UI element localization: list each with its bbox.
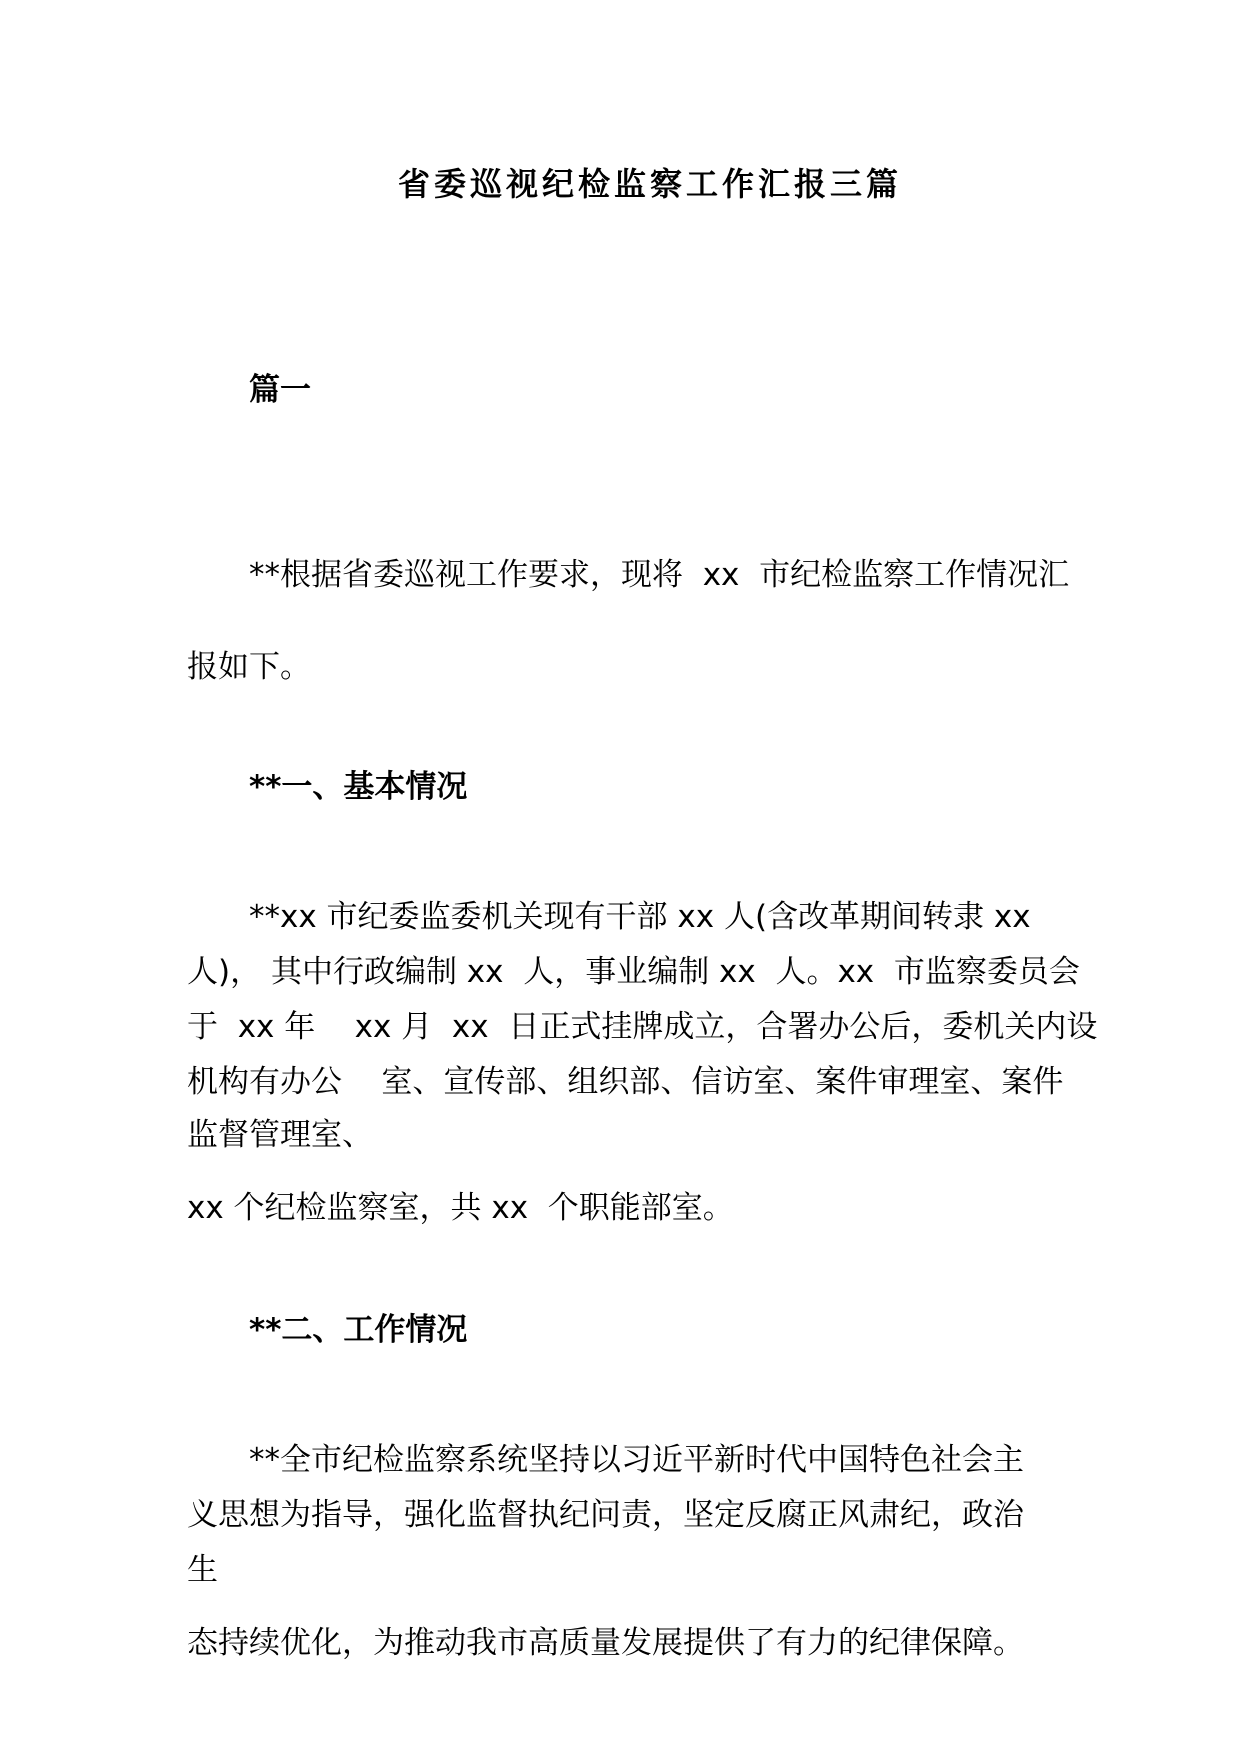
section-2-line: 态持续优化，为推动我市高质量发展提供了有力的纪律保障。 xyxy=(187,1625,1024,1661)
section-2-heading: **二、工作情况 xyxy=(249,1312,468,1348)
intro-line-2: 报如下。 xyxy=(187,649,311,685)
section-1-line: 机构有办公 室、宣传部、组织部、信访室、案件审理室、案件 xyxy=(187,1064,1064,1100)
section-2-line: **全市纪检监察系统坚持以习近平新时代中国特色社会主 xyxy=(249,1442,1024,1478)
section-1-heading: **一、基本情况 xyxy=(249,769,468,805)
section-2-line: 生 xyxy=(187,1552,218,1588)
section-1-line: 于 xx 年 xx 月 xx 日正式挂牌成立，合署办公后，委机关内设 xyxy=(187,1009,1098,1045)
section-1-line: 人)， 其中行政编制 xx 人，事业编制 xx 人。xx 市监察委员会 xyxy=(187,954,1080,990)
document-title: 省委巡视纪检监察工作汇报三篇 xyxy=(398,165,903,203)
section-2-line: 义思想为指导，强化监督执纪问责，坚定反腐正风肃纪，政治 xyxy=(187,1497,1024,1533)
section-1-line: 监督管理室、 xyxy=(187,1117,373,1153)
section-1-line: **xx 市纪委监委机关现有干部 xx 人(含改革期间转隶 xx xyxy=(249,899,1031,935)
intro-line-1: **根据省委巡视工作要求，现将 xx 市纪检监察工作情况汇 xyxy=(249,557,1070,593)
section-1-line: xx 个纪检监察室，共 xx 个职能部室。 xyxy=(187,1190,734,1226)
part-label: 篇一 xyxy=(249,372,311,408)
